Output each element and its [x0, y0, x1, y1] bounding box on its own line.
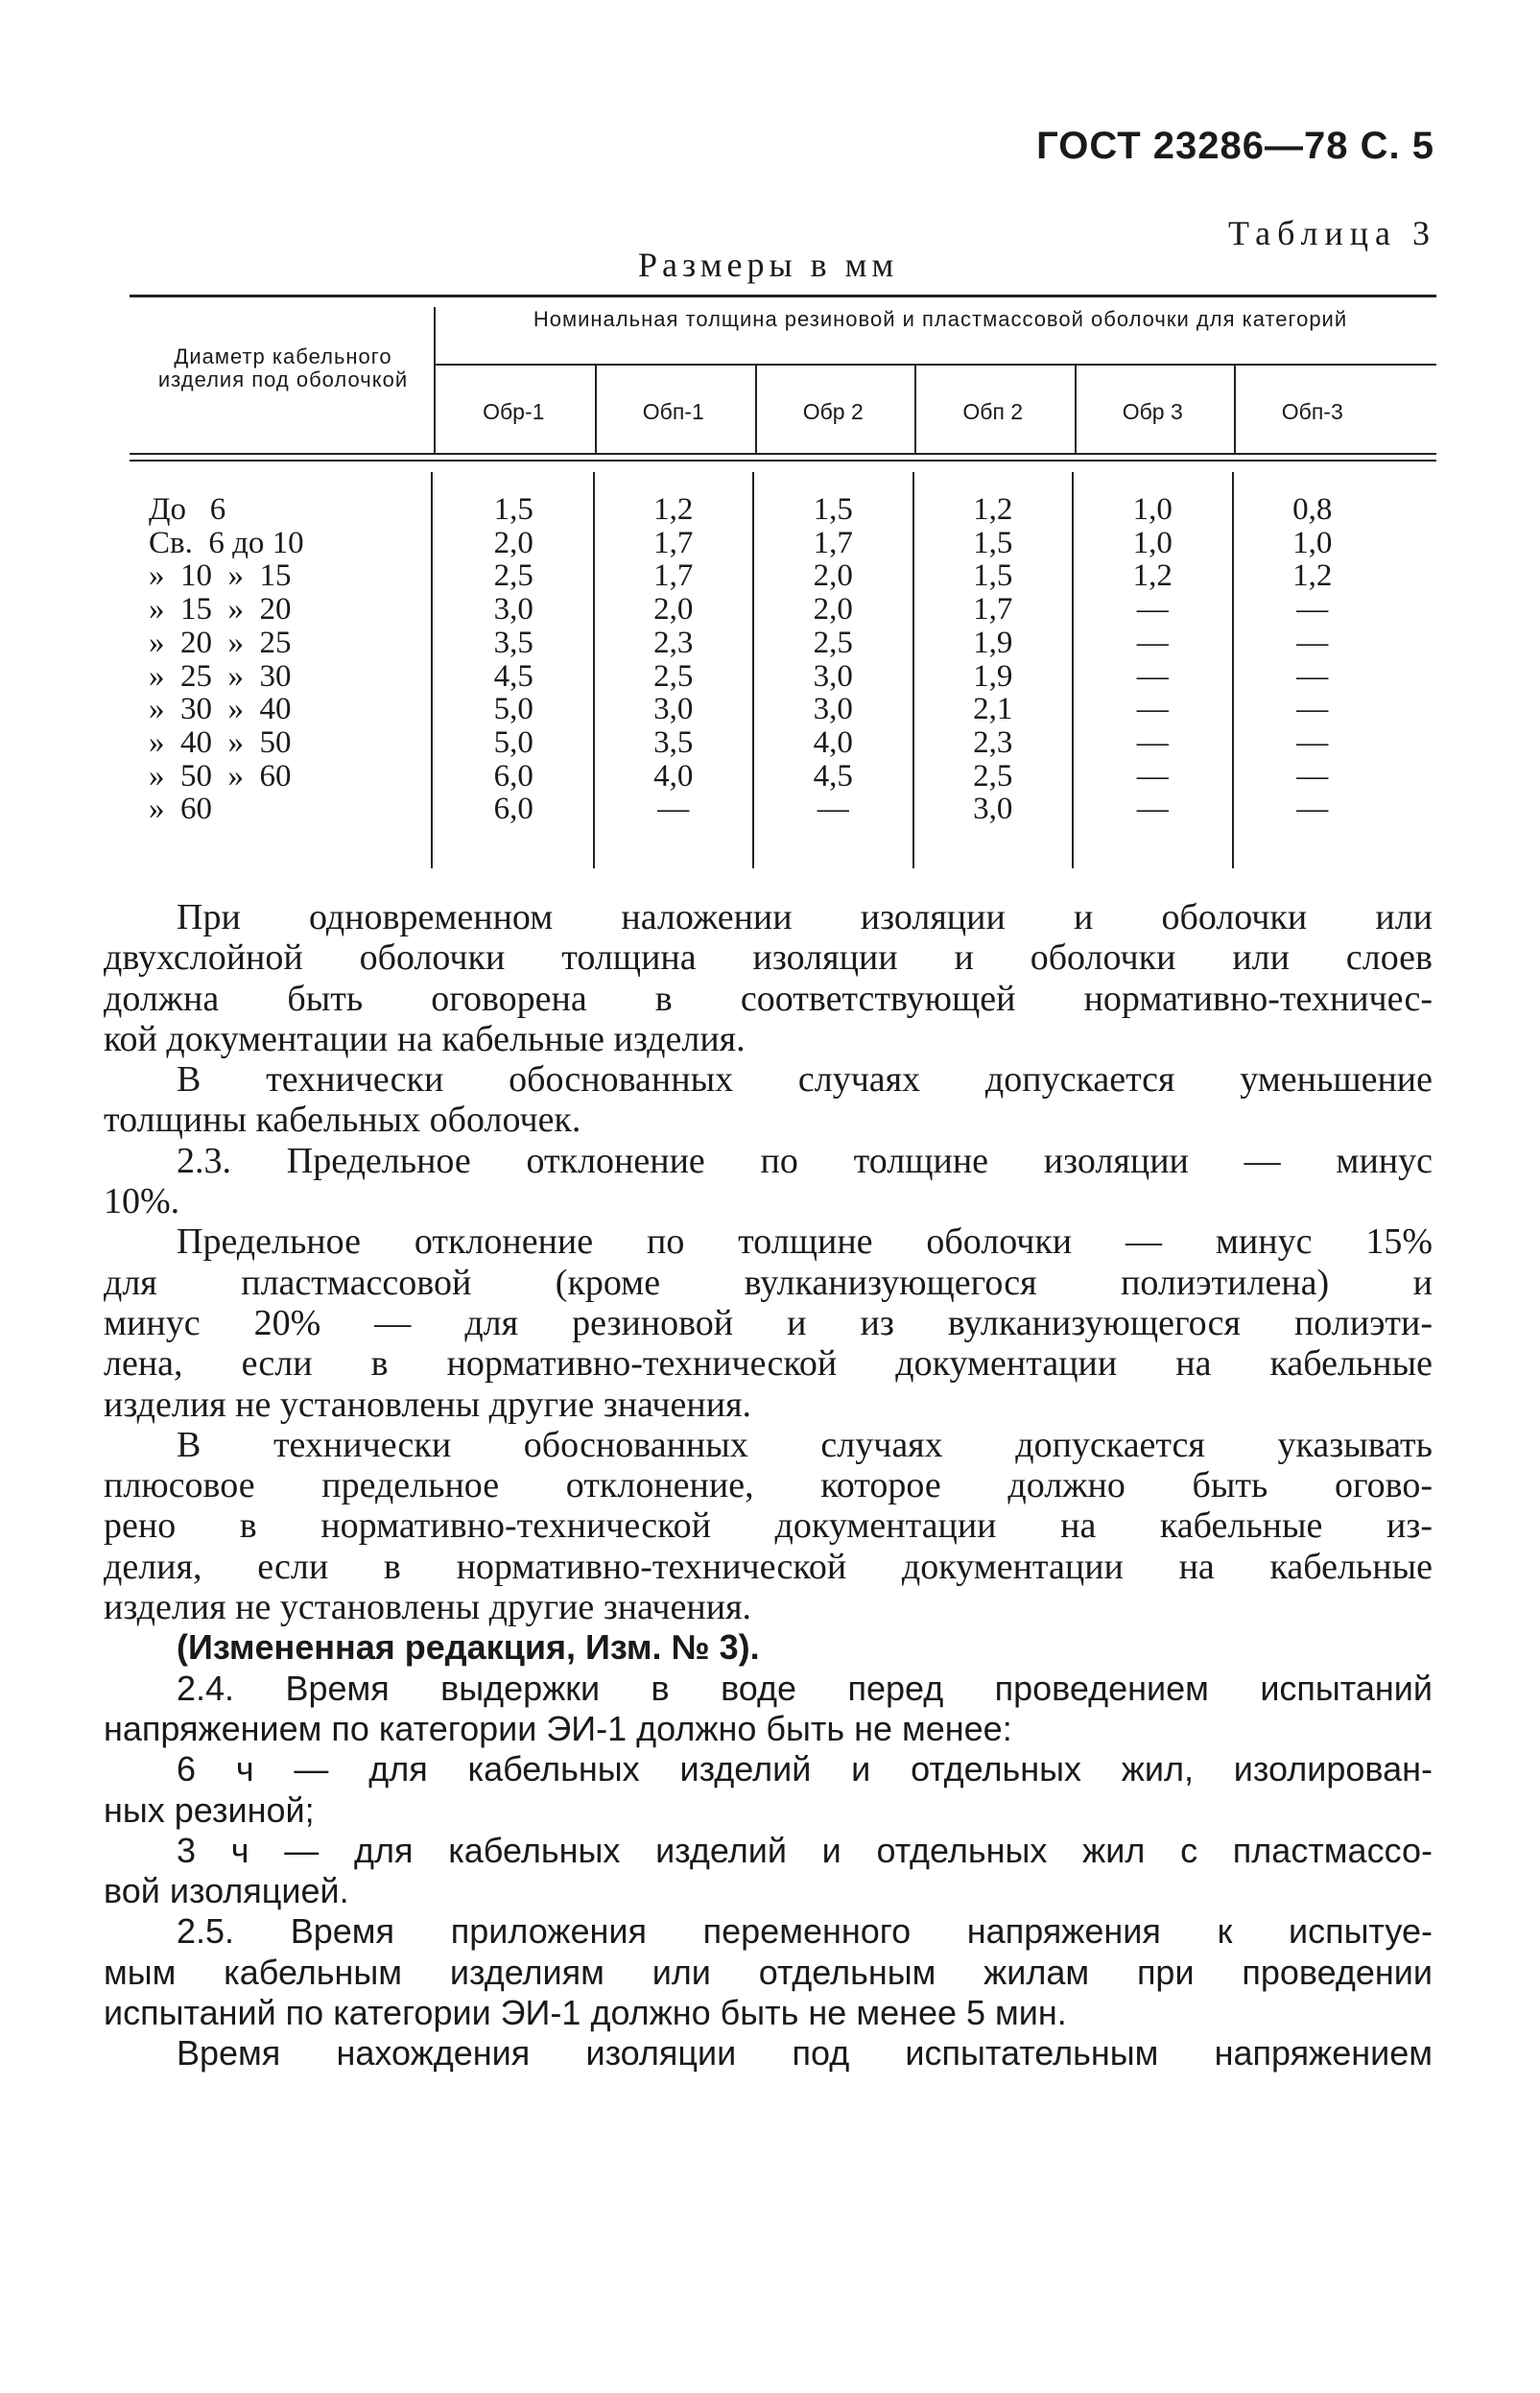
table-cell: 1,9	[973, 658, 1013, 694]
page-header: ГОСТ 23286—78 С. 5	[1036, 125, 1434, 167]
table-cell: 2,0	[813, 558, 853, 594]
paragraph-line: 6 ч — для кабельных изделий и отдельных жил, изолирован-	[177, 1749, 1433, 1789]
table-cell: —	[1296, 758, 1329, 794]
paragraph-line: минус 20% — для резиновой и из вулканизующегося полиэти-	[104, 1302, 1433, 1343]
table-cell: 1,2	[653, 492, 694, 527]
row-label: » 15 » 20	[149, 592, 292, 628]
paragraph-line: рено в нормативно-технической документации на кабельные из-	[104, 1505, 1433, 1547]
table-cell: 1,9	[973, 625, 1013, 660]
table-cell: 1,7	[813, 525, 853, 560]
paragraph-line: Время нахождения изоляции под испытательным напряжением	[177, 2033, 1433, 2073]
table-cell: —	[657, 792, 690, 827]
paragraph-line: 2.4. Время выдержки в воде перед проведением испытаний	[177, 1668, 1433, 1708]
table-cell: —	[1136, 792, 1169, 827]
paragraph-line: 10%.	[104, 1181, 180, 1222]
table-cell: 2,3	[653, 625, 694, 660]
row-label: Св. 6 до 10	[149, 525, 304, 560]
table-cell: 3,0	[813, 692, 853, 727]
table-cell: 1,2	[1132, 558, 1173, 594]
body-text	[104, 897, 1433, 2074]
paragraph-line: 2.5. Время приложения переменного напряжения к испытуе-	[177, 1911, 1433, 1952]
table-cell: —	[1296, 792, 1329, 827]
paragraph-line: для пластмассовой (кроме вулканизующегося полиэтилена) и	[104, 1262, 1433, 1303]
table-cell: 3,0	[493, 592, 533, 628]
table-cell: 1,2	[973, 492, 1013, 527]
table-cell: 5,0	[493, 692, 533, 727]
table-cell: —	[1136, 658, 1169, 694]
column-divider	[431, 472, 433, 868]
table-cell: 1,0	[1132, 525, 1173, 560]
paragraph-line: В технически обоснованных случаях допускается уменьшение	[177, 1059, 1433, 1101]
table-cell: —	[1296, 625, 1329, 660]
table-cell: —	[1136, 692, 1169, 727]
table-cell: 6,0	[493, 758, 533, 794]
table-cell: 6,0	[493, 792, 533, 827]
table-cell: 2,1	[973, 692, 1013, 727]
table-cell: 4,0	[653, 758, 694, 794]
table-cell: 1,5	[973, 525, 1013, 560]
table-head-double-rule-2	[130, 460, 1436, 462]
table-top-rule	[130, 295, 1436, 297]
table-cell: —	[1296, 692, 1329, 727]
table-cell: 1,7	[653, 525, 694, 560]
table-cell: 2,5	[493, 558, 533, 594]
table-cell: 4,5	[813, 758, 853, 794]
row-label: » 60	[149, 792, 212, 827]
table-cell: —	[1296, 658, 1329, 694]
column-header: Обп 2	[962, 399, 1024, 424]
paragraph-line: изделия не установлены другие значения.	[104, 1587, 752, 1628]
paragraph-line: испытаний по категории ЭИ-1 должно быть не менее 5 мин.	[104, 1993, 1067, 2033]
table-cell: 3,0	[813, 658, 853, 694]
table-cell: 2,5	[813, 625, 853, 660]
paragraph-line: изделия не установлены другие значения.	[104, 1384, 752, 1425]
table-cell: —	[1136, 625, 1169, 660]
paragraph-line: делия, если в нормативно-технической документации на кабельные	[104, 1546, 1433, 1587]
table-cell: 4,0	[813, 724, 853, 760]
paragraph-line: толщины кабельных оболочек.	[104, 1100, 581, 1141]
row-label: » 20 » 25	[149, 625, 292, 660]
table-caption: Таблица 3	[1228, 214, 1436, 252]
paragraph-line: 2.3. Предельное отклонение по толщине изоляции — минус	[177, 1140, 1433, 1181]
table-cell: 3,5	[493, 625, 533, 660]
paragraph-line: должна быть оговорена в соответствующей нормативно-техничес-	[104, 978, 1433, 1019]
column-header: Обп-1	[642, 399, 704, 424]
table-cell: 4,5	[493, 658, 533, 694]
table-cell: 1,7	[653, 558, 694, 594]
row-label: » 30 » 40	[149, 692, 292, 727]
column-header: Обр 2	[802, 399, 864, 424]
table-cell: 3,5	[653, 724, 694, 760]
row-label: » 40 » 50	[149, 724, 292, 760]
paragraph-line: 3 ч — для кабельных изделий и отдельных жил с пластмассо-	[177, 1830, 1433, 1870]
table-cell: 2,0	[653, 592, 694, 628]
paragraph-line: ных резиной;	[104, 1789, 315, 1830]
row-label: » 10 » 15	[149, 558, 292, 594]
table-cell: 3,0	[973, 792, 1013, 827]
table-cell: 0,8	[1292, 492, 1333, 527]
paragraph-line: двухслойной оболочки толщина изоляции и оболочки или слоев	[104, 937, 1433, 979]
column-header: Обр 3	[1122, 399, 1183, 424]
table-cell: 1,0	[1132, 492, 1173, 527]
row-label: » 50 » 60	[149, 758, 292, 794]
amendment-note: (Измененная редакция, Изм. № 3).	[177, 1627, 760, 1668]
thickness-group-header: Номинальная толщина резиновой и пластмассовой оболочки для категорий	[533, 307, 1348, 331]
table-cell: 2,5	[973, 758, 1013, 794]
table-cell: 1,0	[1292, 525, 1333, 560]
table-cell: 2,5	[653, 658, 694, 694]
table-cell: 1,5	[813, 492, 853, 527]
table-cell: 2,3	[973, 724, 1013, 760]
paragraph-line: В технически обоснованных случаях допускается указывать	[177, 1424, 1433, 1465]
table-cell: —	[1136, 758, 1169, 794]
paragraph-line: При одновременном наложении изоляции и оболочки или	[177, 897, 1433, 937]
row-label: » 25 » 30	[149, 658, 292, 694]
column-header: Обп-3	[1281, 399, 1343, 424]
table-cell: —	[1296, 592, 1329, 628]
paragraph-line: вой изоляцией.	[104, 1871, 349, 1911]
table-cell: 2,0	[493, 525, 533, 560]
paragraph-line: лена, если в нормативно-технической документации на кабельные	[104, 1343, 1433, 1385]
paragraph-line: кой документации на кабельные изделия.	[104, 1018, 746, 1059]
table-head-double-rule-1	[130, 453, 1436, 455]
table-cell: —	[1136, 724, 1169, 760]
table-cell: 1,5	[493, 492, 533, 527]
table-cell: 5,0	[493, 724, 533, 760]
column-header: Обр-1	[483, 399, 545, 424]
row-label: До 6	[149, 492, 226, 527]
table-cell: 2,0	[813, 592, 853, 628]
table-cell: 3,0	[653, 692, 694, 727]
table-cell: —	[1136, 592, 1169, 628]
table-cell: —	[817, 792, 849, 827]
table-cell: 1,7	[973, 592, 1013, 628]
table-cell: 1,5	[973, 558, 1013, 594]
table-cell: —	[1296, 724, 1329, 760]
units-caption: Размеры в мм	[638, 246, 899, 284]
group-underline	[435, 364, 1436, 366]
table-cell: 1,2	[1292, 558, 1333, 594]
paragraph-line: мым кабельным изделиям или отдельным жилам при проведении	[104, 1952, 1433, 1992]
paragraph-line: Предельное отклонение по толщине оболочки — минус 15%	[177, 1221, 1433, 1263]
paragraph-line: плюсовое предельное отклонение, которое должно быть огово-	[104, 1465, 1433, 1506]
diameter-column-header: Диаметр кабельного изделия под оболочкой	[157, 344, 409, 391]
paragraph-line: напряжением по категории ЭИ-1 должно быть не менее:	[104, 1708, 1012, 1748]
